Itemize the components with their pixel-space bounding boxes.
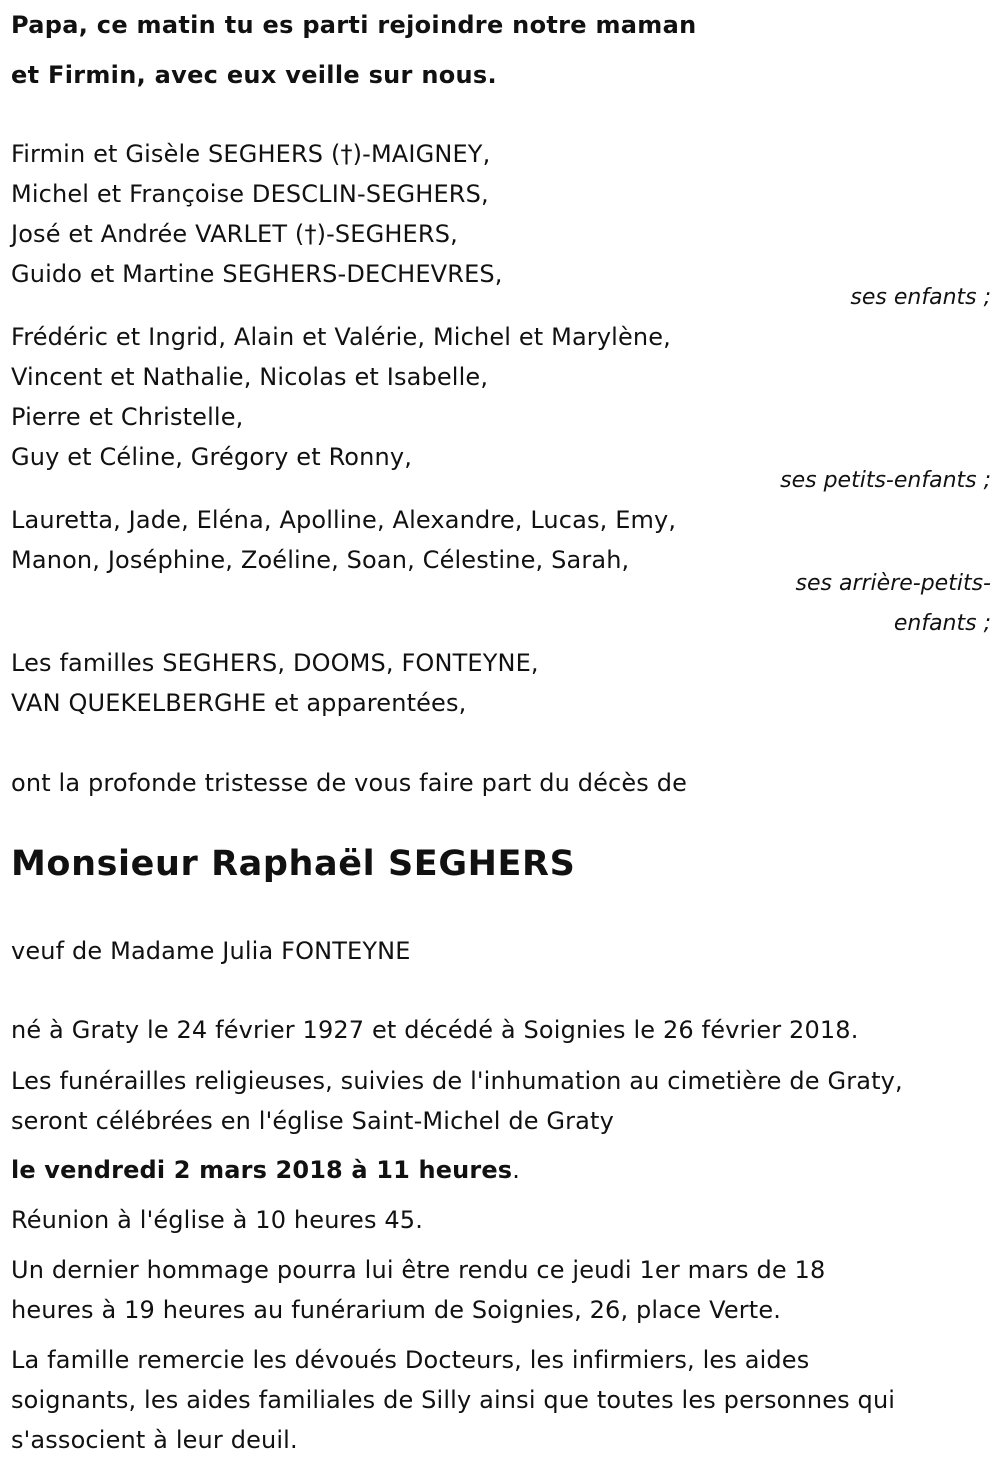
children-line: Firmin et Gisèle SEGHERS (†)-MAIGNEY,: [11, 140, 491, 168]
funeral-date-line: [11, 1155, 520, 1185]
funeral-line-2: seront célébrées en l'église Saint-Michel de Graty: [11, 1107, 614, 1135]
great-grandchildren-role-line-2: enfants ;: [893, 611, 991, 636]
tribute-line-1: Un dernier hommage pourra lui être rendu ce jeudi 1er mars de 18: [11, 1256, 826, 1284]
grandchildren-role: ses petits-enfants ;: [780, 468, 991, 493]
grandchildren-line: Vincent et Nathalie, Nicolas et Isabelle,: [11, 363, 489, 391]
children-role: ses enfants ;: [850, 285, 991, 310]
funeral-date: le vendredi 2 mars 2018 à 11 heures: [11, 1156, 513, 1184]
funeral-line-1: Les funérailles religieuses, suivies de l'inhumation au cimetière de Graty,: [11, 1067, 903, 1095]
families-line-1: Les familles SEGHERS, DOOMS, FONTEYNE,: [11, 649, 539, 677]
children-line: Michel et Françoise DESCLIN-SEGHERS,: [11, 180, 489, 208]
families-line-2: VAN QUEKELBERGHE et apparentées,: [11, 689, 467, 717]
spouse-line: veuf de Madame Julia FONTEYNE: [11, 937, 411, 965]
deceased-name: Monsieur Raphaël SEGHERS: [11, 844, 576, 884]
tribute-line-2: heures à 19 heures au funérarium de Soignies, 26, place Verte.: [11, 1296, 782, 1324]
grandchildren-line: Frédéric et Ingrid, Alain et Valérie, Michel et Marylène,: [11, 323, 671, 351]
thanks-line-1: La famille remercie les dévoués Docteurs, les infirmiers, les aides: [11, 1346, 810, 1374]
meeting-line: Réunion à l'église à 10 heures 45.: [11, 1206, 424, 1234]
children-line: Guido et Martine SEGHERS-DECHEVRES,: [11, 260, 503, 288]
great-grandchildren-line: Lauretta, Jade, Eléna, Apolline, Alexandre, Lucas, Emy,: [11, 506, 677, 534]
great-grandchildren-role-line-1: ses arrière-petits-: [795, 571, 991, 596]
grandchildren-line: Pierre et Christelle,: [11, 403, 244, 431]
intro-line-2: et Firmin, avec eux veille sur nous.: [11, 61, 497, 89]
intro-line-1: Papa, ce matin tu es parti rejoindre notre maman: [11, 11, 697, 39]
obituary-notice: [11, 0, 991, 1470]
funeral-date-suffix: .: [512, 1156, 520, 1184]
children-line: José et Andrée VARLET (†)-SEGHERS,: [11, 220, 458, 248]
thanks-line-3: s'associent à leur deuil.: [11, 1426, 298, 1454]
announcement: ont la profonde tristesse de vous faire part du décès de: [11, 769, 688, 797]
thanks-line-2: soignants, les aides familiales de Silly ainsi que toutes les personnes qui: [11, 1386, 896, 1414]
grandchildren-line: Guy et Céline, Grégory et Ronny,: [11, 443, 412, 471]
great-grandchildren-line: Manon, Joséphine, Zoéline, Soan, Célestine, Sarah,: [11, 546, 630, 574]
birth-death-line: né à Graty le 24 février 1927 et décédé à Soignies le 26 février 2018.: [11, 1016, 859, 1044]
